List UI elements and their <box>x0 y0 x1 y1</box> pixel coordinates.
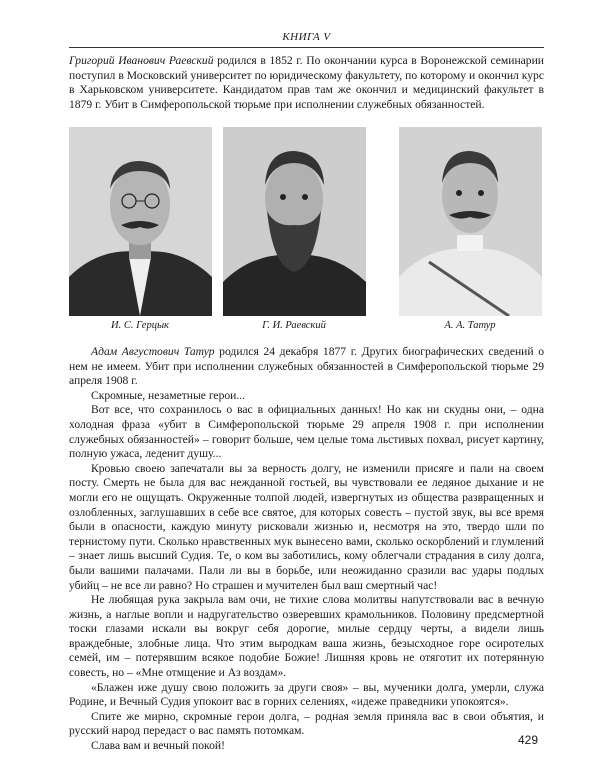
raevsky-bio: родился в 1852 г. По окончании курса в Воронежской семинарии поступил в Московский университет по юридическому факультету, по которому и окончил курс в Харьковском университете. Кандидатом прав там же окончил и медицинский факультет в 1879 г. Убит в Симферопольской тюрьме при исполнении служебных обязанностей. <box>69 54 545 111</box>
raevsky-name: Григорий Иванович Раевский <box>69 54 214 67</box>
paragraph: Не любящая рука закрыла вам очи, не тихие слова молитвы напутствовали вас в вечную жизнь, а наглые вопли и надругательство озверевших крамольников. Половину предсмертной тоски глазами искали вы вокруг себя дорогие, милые сердцу черты, а видели лишь враждебные, злобные лица. Что этим выродкам ваша жизнь, безысходное горе осиротелых семей, им – потерявшим всякое подобие Божие! Лишняя кровь не отяготит их потерянную совесть, но – «Мне отмщение и Аз воздам». <box>69 593 544 680</box>
intro-paragraph <box>69 54 544 112</box>
paragraph: «Блажен иже душу свою положить за други своя» – вы, мученики долга, умерли, служа Родине, и Вечный Судия упокоит вас в горних селениях, «идеже праведники упокоятся». <box>69 680 544 709</box>
caption-tatur: А. А. Татур <box>444 320 496 331</box>
tatur-bio: родился 24 декабря 1877 г. Других биографических сведений о нем не имеем. Убит при исполнении служебных обязанностей в Симферопольской тюрьме 29 апреля 1908 г. <box>69 345 544 388</box>
photo-raevsky <box>223 127 366 316</box>
photo-tatur <box>399 127 542 316</box>
paragraph: Кровью своею запечатали вы за верность долгу, не изменили присяге и пали на своем посту. Смерть не была для вас нежданной гостьей, вы чувствовали ее ледяное дыхание и не могли его не ощущать. Окруженные толпой людей, извергнутых из общества развращенных и озлобленных, заглушавших в себе все святое, для которых совесть – пустой звук, вы все время были в опасности, каждую минуту рисковали жизнью и, несмотря на это, твердо шли по тернистому пути. Сколько нравственных мук вынесено вами, сколько оскорблений и глумлений – знает лишь высший Судия. Те, о ком вы заботились, кому облегчали страдания в силу долга, были вашими палачами. Пали ли вы в борьбе, или неожиданно сразили вас удары подлых убийц – не все ли равно? Но страшен и мучителен был ваш смертный час! <box>69 461 544 592</box>
paragraph: Слава вам и вечный покой! <box>91 739 225 753</box>
photo-gertsyk <box>69 127 212 316</box>
caption-raevsky: Г. И. Раевский <box>262 320 326 331</box>
paragraph: Вот все, что сохранилось о вас в официальных данных! Но как ни скудны они, – одна холодная фраза «убит в Симферопольской тюрьме 29 апреля 1908 г. при исполнении служебных обязанностей» – говорит больше, чем целые тома льстивых похвал, рисует картину, полную ужаса, леденит душу... <box>69 403 544 461</box>
caption-gertsyk: И. С. Герцык <box>111 320 169 331</box>
main-text <box>69 345 544 754</box>
paragraph: Спите же мирно, скромные герои долга, – родная земля приняла вас в свои объятия, и русский народ передаст о вас память потомкам. <box>69 709 544 738</box>
paragraph: Скромные, незаметные герои... <box>91 388 246 402</box>
page-number: 429 <box>518 733 539 747</box>
tatur-name: Адам Августович Татур <box>91 345 215 358</box>
running-header: КНИГА V <box>282 31 331 43</box>
header-rule <box>69 47 544 48</box>
